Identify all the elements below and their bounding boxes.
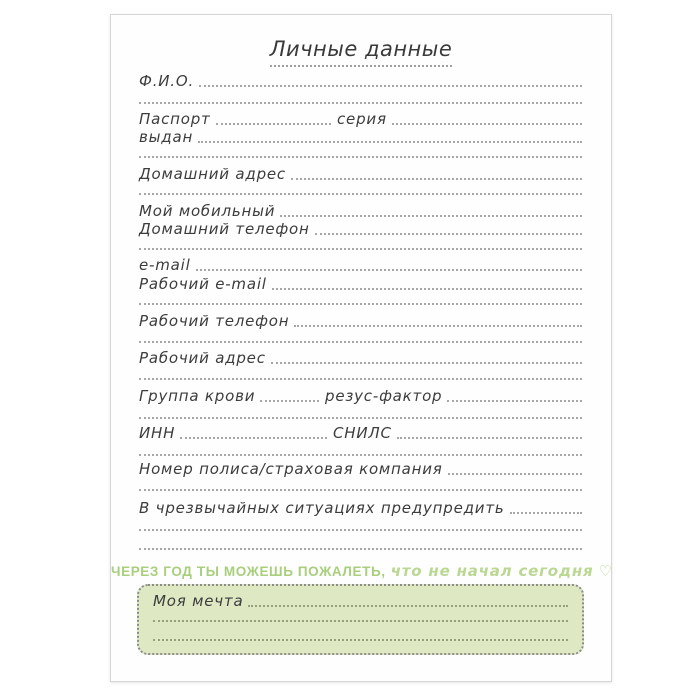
- fill-in-line: [291, 178, 582, 180]
- fill-in-line: [153, 639, 568, 641]
- field-segment-passport: [139, 110, 331, 128]
- field-label-passport: Паспорт: [139, 110, 211, 128]
- fill-in-line: [139, 417, 582, 419]
- field-segment-blood-group: [139, 387, 319, 405]
- field-label-rhesus: резус-фактор: [325, 387, 443, 405]
- fill-in-line: [139, 303, 582, 305]
- fill-in-line: [271, 362, 582, 364]
- fill-in-line: [139, 341, 582, 343]
- fill-in-line: [139, 529, 582, 531]
- fill-in-line: [199, 85, 582, 87]
- field-row-policy: [139, 460, 582, 478]
- field-label-inn: ИНН: [139, 424, 176, 442]
- field-row-fio: [139, 72, 582, 90]
- field-label-work-email: Рабочий e-mail: [139, 275, 267, 293]
- field-row-home-phone: [139, 220, 582, 238]
- field-row-home-address: [139, 165, 582, 183]
- field-row-my-mobile: [139, 202, 582, 220]
- field-label-vydan: выдан: [139, 128, 194, 146]
- motivation-script: что не начал сегодня: [390, 562, 594, 580]
- fill-in-line: [510, 512, 582, 514]
- field-row-inn: [139, 424, 582, 442]
- field-label-emergency: В чрезвычайных ситуациях предупредить: [139, 499, 505, 517]
- field-row-work-address: [139, 349, 582, 367]
- field-row-vydan: [139, 128, 582, 146]
- dream-box: [137, 584, 584, 655]
- fill-in-line: [139, 102, 582, 104]
- field-label-email: e-mail: [139, 256, 191, 274]
- field-label-home-address: Домашний адрес: [139, 165, 286, 183]
- fill-in-line: [216, 123, 331, 125]
- fill-in-line: [153, 620, 568, 622]
- fill-in-line: [447, 400, 582, 402]
- motivation-text: [111, 561, 611, 580]
- field-label-fio: Ф.И.О.: [139, 72, 195, 90]
- fill-in-line: [280, 215, 582, 217]
- page-title: Личные данные: [270, 37, 453, 67]
- field-label-work-address: Рабочий адрес: [139, 349, 266, 367]
- field-label-my-mobile: Мой мобильный: [139, 202, 276, 220]
- fill-in-line: [397, 437, 582, 439]
- fill-in-line: [448, 473, 582, 475]
- field-label-home-phone: Домашний телефон: [139, 220, 310, 238]
- fill-in-line: [260, 400, 319, 402]
- fill-in-line: [196, 269, 582, 271]
- fill-in-line: [294, 325, 582, 327]
- fill-in-line: [139, 193, 582, 195]
- field-label-policy: Номер полиса/страховая компания: [139, 460, 443, 478]
- fill-in-line: [139, 454, 582, 456]
- field-row-emergency: [139, 499, 582, 517]
- fill-in-line: [139, 489, 582, 491]
- field-row-work-phone: [139, 312, 582, 330]
- heart-icon: ♡: [598, 562, 612, 580]
- fill-in-line: [139, 378, 582, 380]
- field-label-blood-group: Группа крови: [139, 387, 256, 405]
- fill-in-line: [139, 156, 582, 158]
- field-label-snils: СНИЛС: [333, 424, 392, 442]
- fill-in-line: [272, 288, 582, 290]
- dream-label: Моя мечта: [153, 592, 244, 610]
- motivation-caps: ЧЕРЕЗ ГОД ТЫ МОЖЕШЬ ПОЖАЛЕТЬ,: [111, 564, 386, 579]
- planner-page: [110, 14, 612, 682]
- fill-in-line: [139, 548, 582, 550]
- fill-in-line: [198, 141, 582, 143]
- field-row-work-email: [139, 275, 582, 293]
- field-segment-inn: [139, 424, 327, 442]
- field-row-email: [139, 256, 582, 274]
- fill-in-line: [180, 437, 327, 439]
- fill-in-line: [315, 233, 582, 235]
- field-label-work-phone: Рабочий телефон: [139, 312, 290, 330]
- field-row-passport: [139, 110, 582, 128]
- dream-label-row: [153, 592, 568, 610]
- page-title-wrap: [111, 37, 611, 67]
- fill-in-line: [139, 248, 582, 250]
- field-label-seriya: серия: [337, 110, 387, 128]
- fill-in-line: [392, 123, 582, 125]
- fill-in-line: [248, 605, 568, 607]
- field-row-blood-group: [139, 387, 582, 405]
